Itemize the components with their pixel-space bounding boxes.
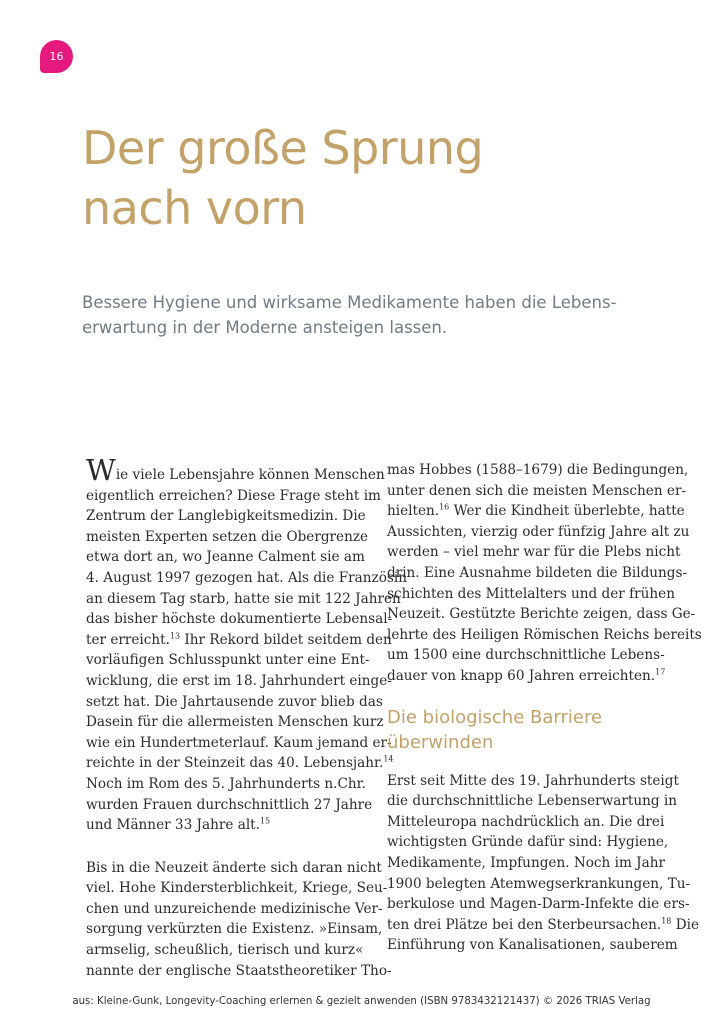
- text-line: [387, 666, 666, 687]
- text-fragment: hielten.: [387, 503, 440, 520]
- chapter-title: [82, 118, 483, 238]
- paragraph-gap: [86, 836, 358, 858]
- text-line: wie ein Hundertmeterlauf. Kaum jemand er-: [86, 734, 392, 751]
- body-column-right: [387, 460, 702, 956]
- title-line: nach vorn: [82, 181, 307, 235]
- text-line: Bis in die Neuzeit änderte sich daran nicht: [86, 859, 382, 876]
- section-subheading: [387, 705, 659, 755]
- footnote-ref: 14: [383, 754, 394, 764]
- text-line: das bisher höchste dokumentierte Lebensal-: [86, 611, 393, 628]
- text-line: vorläufigen Schlusspunkt unter eine Ent-: [86, 652, 370, 669]
- text-line: 4. August 1997 gezogen hat. Als die Französin: [86, 569, 407, 586]
- text-line: die durchschnittliche Lebenserwartung in: [387, 793, 677, 810]
- text-fragment: Wer die Kindheit überlebte, hatte: [449, 503, 685, 520]
- text-fragment: Die: [671, 916, 700, 933]
- source-footer: aus: Kleine-Gunk, Longevity-Coaching erlernen & gezielt anwenden (ISBN 9783432121437) © 2026 TRIAS Verlag: [72, 996, 651, 1007]
- footnote-ref: 15: [259, 816, 271, 826]
- text-fragment: reichte in der Steinzeit das 40. Lebensjahr.: [86, 755, 384, 772]
- text-line: mas Hobbes (1588–1679) die Bedingungen,: [387, 462, 689, 478]
- page-number-badge: 16: [40, 40, 73, 73]
- body-column-left: [86, 453, 407, 981]
- text-line: werden – viel mehr war für die Plebs nicht: [387, 544, 681, 561]
- text-line: berkulose und Magen-Darm-Infekte die ers-: [387, 896, 690, 913]
- text-line: viel. Hohe Kindersterblichkeit, Kriege, Seu-: [86, 880, 388, 897]
- text-line: an diesem Tag starb, hatte sie mit 122 Jahren: [86, 590, 401, 607]
- text-line: Medikamente, Impfungen. Noch im Jahr: [387, 854, 665, 871]
- text-line: [387, 501, 685, 522]
- text-line: Aussichten, vierzig oder fünfzig Jahre alt zu: [387, 523, 690, 540]
- text-line: [86, 453, 385, 487]
- text-line: Einführung von Kanalisationen, sauberem: [387, 937, 678, 954]
- text-line: [86, 753, 394, 774]
- text-fragment: dauer von knapp 60 Jahren erreichten.: [387, 667, 656, 684]
- text-fragment: und Männer 33 Jahre alt.: [86, 817, 260, 834]
- text-line: [86, 630, 392, 651]
- text-fragment: Ihr Rekord bildet seitdem den: [180, 631, 392, 648]
- text-line: lehrte des Heiligen Römischen Reichs bereits: [387, 626, 702, 643]
- text-line: wichtigsten Gründe dafür sind: Hygiene,: [387, 834, 669, 851]
- lead-line: Bessere Hygiene und wirksame Medikamente haben die Lebens-: [82, 293, 617, 312]
- text-line: setzt hat. Die Jahrtausende zuvor blieb das: [86, 693, 383, 710]
- text-line: 1900 belegten Atemwegserkrankungen, Tu-: [387, 875, 691, 892]
- subheading-line: überwinden: [387, 731, 494, 753]
- text-line: schichten des Mittelalters und der frühen: [387, 585, 675, 602]
- footnote-ref: 13: [169, 631, 181, 641]
- subheading-line: Die biologische Barriere: [387, 706, 603, 728]
- lead-line: erwartung in der Moderne ansteigen lassen.: [82, 318, 448, 337]
- text-line: [86, 815, 358, 836]
- text-line: wicklung, die erst im 18. Jahrhundert einge-: [86, 672, 392, 689]
- text-line: Mitteleuropa nachdrücklich an. Die drei: [387, 813, 665, 830]
- text-line: etwa dort an, wo Jeanne Calment sie am: [86, 549, 365, 566]
- text-line: wurden Frauen durchschnittlich 27 Jahre: [86, 796, 373, 813]
- text-line: [387, 915, 700, 936]
- footnote-ref: 16: [439, 502, 450, 512]
- title-line: Der große Sprung: [82, 121, 484, 175]
- text-line: armselig, scheußlich, tierisch und kurz«: [86, 942, 364, 959]
- text-fragment: ten drei Plätze bei den Sterbeursachen.: [387, 916, 662, 933]
- text-line: Neuzeit. Gestützte Berichte zeigen, dass Ge-: [387, 606, 696, 623]
- text-fragment: ter erreicht.: [86, 631, 170, 648]
- lead-paragraph: [82, 290, 617, 340]
- drop-cap: W: [86, 453, 116, 487]
- text-line: Noch im Rom des 5. Jahrhunderts n.Chr.: [86, 775, 366, 792]
- text-line: nannte der englische Staatstheoretiker Tho-: [86, 962, 392, 979]
- text-line: sorgung verkürzten die Existenz. »Einsam,: [86, 921, 383, 938]
- footnote-ref: 18: [661, 916, 672, 926]
- footnote-ref: 17: [655, 667, 666, 677]
- text-fragment: ie viele Lebensjahre können Menschen: [115, 467, 385, 483]
- text-line: chen und unzureichende medizinische Ver-: [86, 900, 383, 917]
- text-line: Erst seit Mitte des 19. Jahrhunderts steigt: [387, 772, 679, 789]
- text-line: um 1500 eine durchschnittliche Lebens-: [387, 647, 665, 664]
- text-line: drin. Eine Ausnahme bildeten die Bildungs-: [387, 564, 688, 581]
- text-line: meisten Experten setzen die Obergrenze: [86, 528, 369, 545]
- text-line: eigentlich erreichen? Diese Frage steht im: [86, 487, 381, 504]
- text-line: Zentrum der Langlebigkeitsmedizin. Die: [86, 508, 366, 525]
- text-line: Dasein für die allermeisten Menschen kurz: [86, 714, 384, 731]
- text-line: unter denen sich die meisten Menschen er-: [387, 482, 687, 499]
